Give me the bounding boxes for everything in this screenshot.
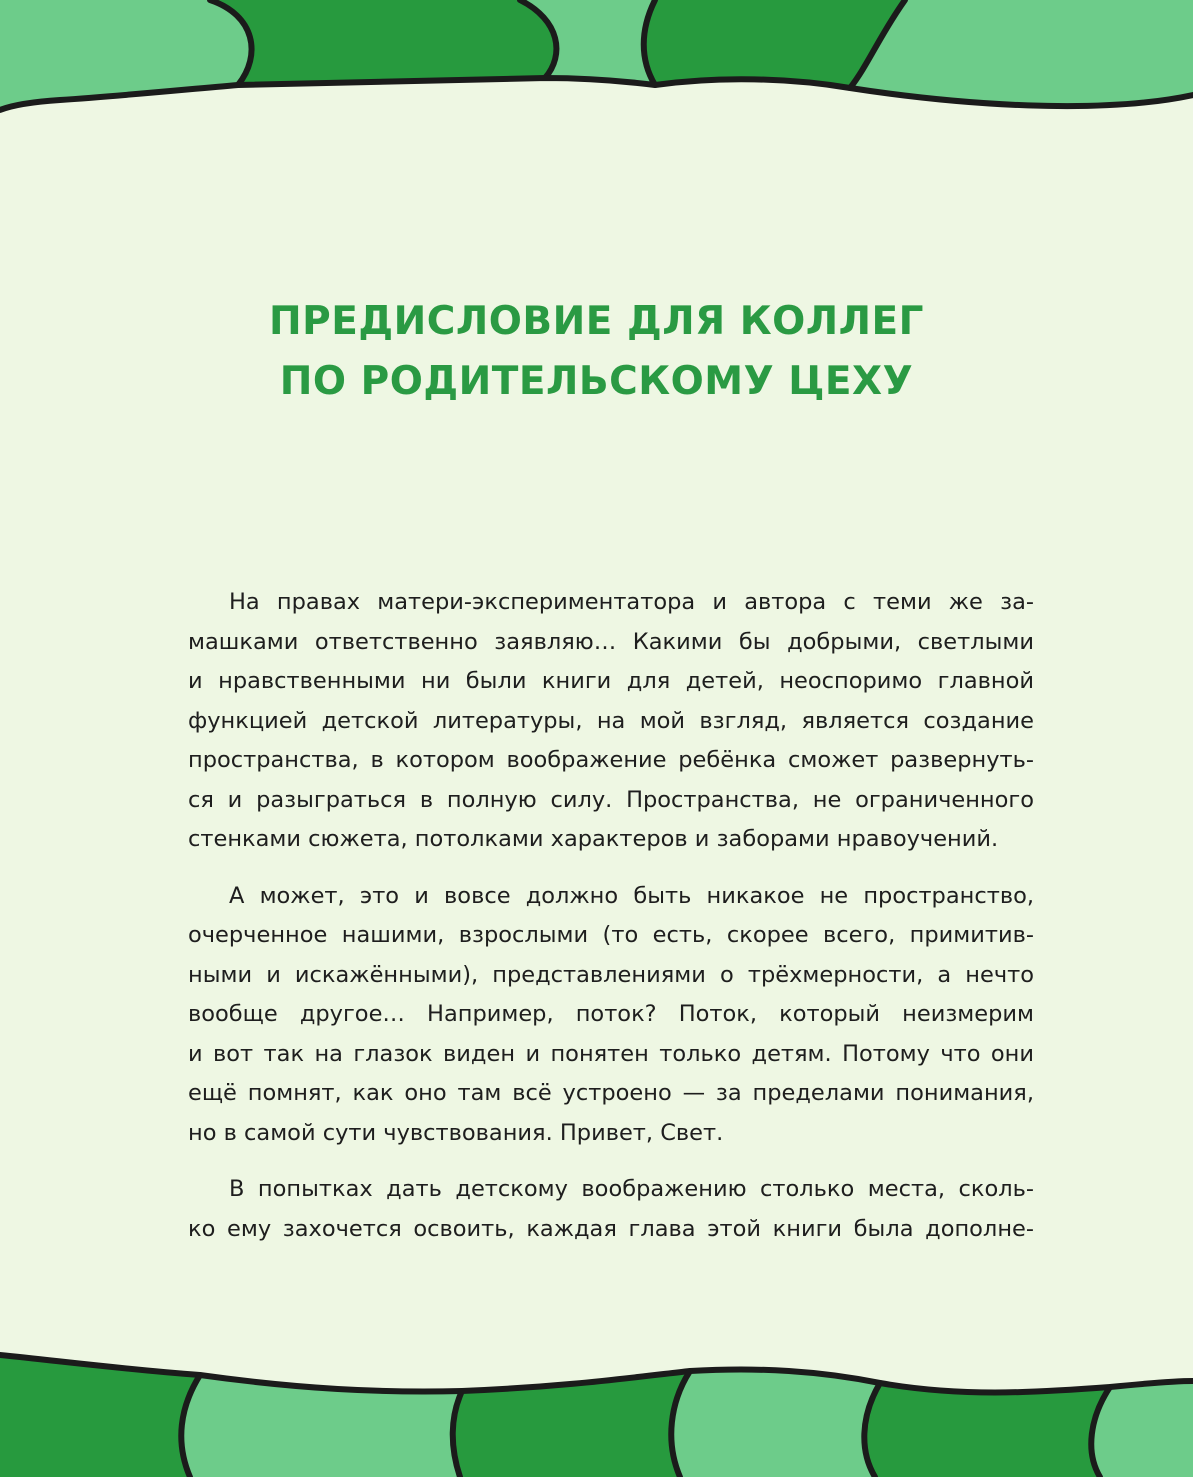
text-line: но в самой сути чувствования. Привет, Свет. [188,1119,724,1146]
body-text [188,583,1034,1266]
top-wavy-border [0,0,1193,135]
text-line: стенками сюжета, потолками характеров и заборами нравоучений. [188,826,999,852]
text-line: ещё помнят, как оно там всё устроено — за пределами понимания, [188,1080,1034,1106]
page-title [0,292,1193,412]
top-leaf-5 [850,0,1193,106]
text-line: ся и разыграться в полную силу. Пространства, не ограниченного [188,786,1034,813]
paragraph-3 [188,1170,1034,1249]
top-leaf-2 [210,0,556,85]
text-line: и вот так на глазок виден и понятен только детям. Потому что они [188,1040,1034,1067]
paragraph-2 [188,877,1034,1154]
paragraph-1 [188,583,1034,860]
text-line: вообще другое… Например, поток? Поток, который неизмерим [188,1001,1034,1027]
title-line: ПО РОДИТЕЛЬСКОМУ ЦЕХУ [279,359,914,404]
text-line: ными и искажёнными), представлениями о трёхмерности, а нечто [188,961,1034,988]
text-line: пространства, в котором воображение ребёнка сможет развернуть- [188,747,1034,773]
bottom-leaf-4 [671,1370,880,1477]
text-line: машками ответственно заявляю… Какими бы добрыми, светлыми [188,628,1034,655]
title-line: ПРЕДИСЛОВИЕ ДЛЯ КОЛЛЕГ [268,299,925,344]
text-line: На правах матери-экспериментатора и автора с теми же за- [229,589,1034,615]
text-line: В попытках дать детскому воображению столько места, сколь- [229,1176,1034,1202]
text-line: очерченное нашими, взрослыми (то есть, скорее всего, примитив- [188,922,1034,948]
text-line: функцией детской литературы, на мой взгляд, является создание [188,707,1034,734]
text-line: ко ему захочется освоить, каждая глава этой книги была дополне- [188,1215,1034,1242]
bottom-leaf-5 [864,1383,1110,1477]
text-line: А может, это и вовсе должно быть никакое не пространство, [229,882,1034,909]
bottom-wavy-border [0,1347,1193,1477]
text-line: и нравственными ни были книги для детей, неоспоримо главной [188,668,1034,694]
